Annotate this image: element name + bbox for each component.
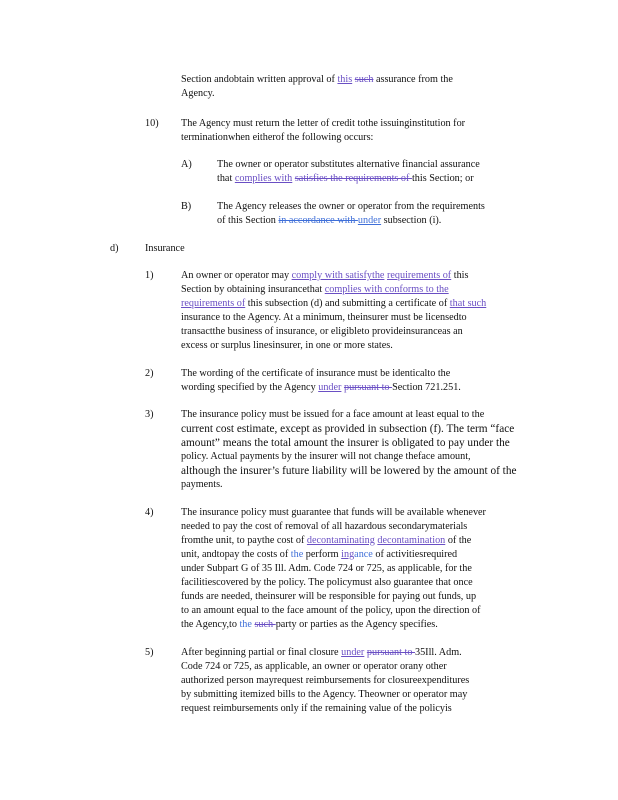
- body-line: authorized person mayrequest reimbursements for closureexpenditures: [181, 675, 470, 686]
- body-line: Agency.: [181, 88, 215, 99]
- body-line: requirements of this subsection (d) and submitting a certificate of that such: [181, 298, 487, 309]
- item-number: 1): [145, 270, 154, 281]
- body-line: An owner or operator may comply with satisfythe requirements of this: [181, 270, 469, 281]
- item-letter: A): [181, 159, 192, 170]
- body-line: request reimbursements only if the remaining value of the policyis: [181, 703, 452, 714]
- body-line: The wording of the certificate of insurance must be identicalto the: [181, 368, 451, 379]
- body-line: The owner or operator substitutes alternative financial assurance: [217, 159, 480, 170]
- section-letter: d): [110, 243, 119, 254]
- body-line: The insurance policy must guarantee that funds will be available whenever: [181, 507, 486, 518]
- section-heading: Insurance: [145, 243, 185, 254]
- body-line: Code 724 or 725, as applicable, an owner or operator orany other: [181, 661, 447, 672]
- body-line: the Agency,to the such party or parties as the Agency specifies.: [181, 619, 438, 630]
- item-number: 2): [145, 368, 154, 379]
- body-line: Section andobtain written approval of this such assurance from the: [181, 74, 453, 85]
- body-line: transactthe business of insurance, or eligibleto provideinsuranceas an: [181, 326, 463, 337]
- body-line: Section by obtaining insurancethat complies with conforms to the: [181, 284, 449, 295]
- body-line: facilitiescovered by the policy. The policymust also guarantee that once: [181, 577, 473, 588]
- body-line: insurance to the Agency. At a minimum, theinsurer must be licensedto: [181, 312, 467, 323]
- body-line: amount” means the total amount the insurer is obligated to pay under the: [181, 437, 510, 449]
- body-line: fromthe unit, to paythe cost of decontaminating decontamination of the: [181, 535, 472, 546]
- body-line: The insurance policy must be issued for a face amount at least equal to the: [181, 409, 485, 420]
- body-line: to an amount equal to the face amount of the policy, upon the direction of: [181, 605, 481, 616]
- body-line: under Subpart G of 35 Ill. Adm. Code 724 or 725, as applicable, for the: [181, 563, 472, 574]
- body-line: The Agency releases the owner or operator from the requirements: [217, 201, 485, 212]
- body-line: wording specified by the Agency under pursuant to Section 721.251.: [181, 382, 461, 393]
- body-line: policy. Actual payments by the insurer will not change theface amount,: [181, 451, 471, 462]
- body-line: current cost estimate, except as provided in subsection (f). The term “face: [181, 423, 515, 435]
- body-line: terminationwhen eitherof the following occurs:: [181, 132, 374, 143]
- body-line: by submitting itemized bills to the Agency. Theowner or operator may: [181, 689, 468, 700]
- body-line: excess or surplus linesinsurer, in one or more states.: [181, 340, 393, 351]
- body-line: The Agency must return the letter of credit tothe issuinginstitution for: [181, 118, 466, 129]
- item-number: 5): [145, 647, 154, 658]
- body-line: unit, andtopay the costs of the perform ingance of activitiesrequired: [181, 549, 458, 560]
- body-line: needed to pay the cost of removal of all hazardous secondarymaterials: [181, 521, 468, 532]
- body-line: funds are needed, theinsurer will be responsible for paying out funds, up: [181, 591, 477, 602]
- item-number: 10): [145, 118, 159, 129]
- body-line: that complies with satisfies the requirements of this Section; or: [217, 173, 474, 184]
- item-letter: B): [181, 201, 192, 212]
- item-number: 3): [145, 409, 154, 420]
- body-line: of this Section in accordance with under subsection (i).: [217, 215, 442, 226]
- body-line: payments.: [181, 479, 223, 490]
- body-line: although the insurer’s future liability will be lowered by the amount of the: [181, 465, 517, 477]
- item-number: 4): [145, 507, 154, 518]
- body-line: After beginning partial or final closure under pursuant to 35Ill. Adm.: [181, 647, 462, 658]
